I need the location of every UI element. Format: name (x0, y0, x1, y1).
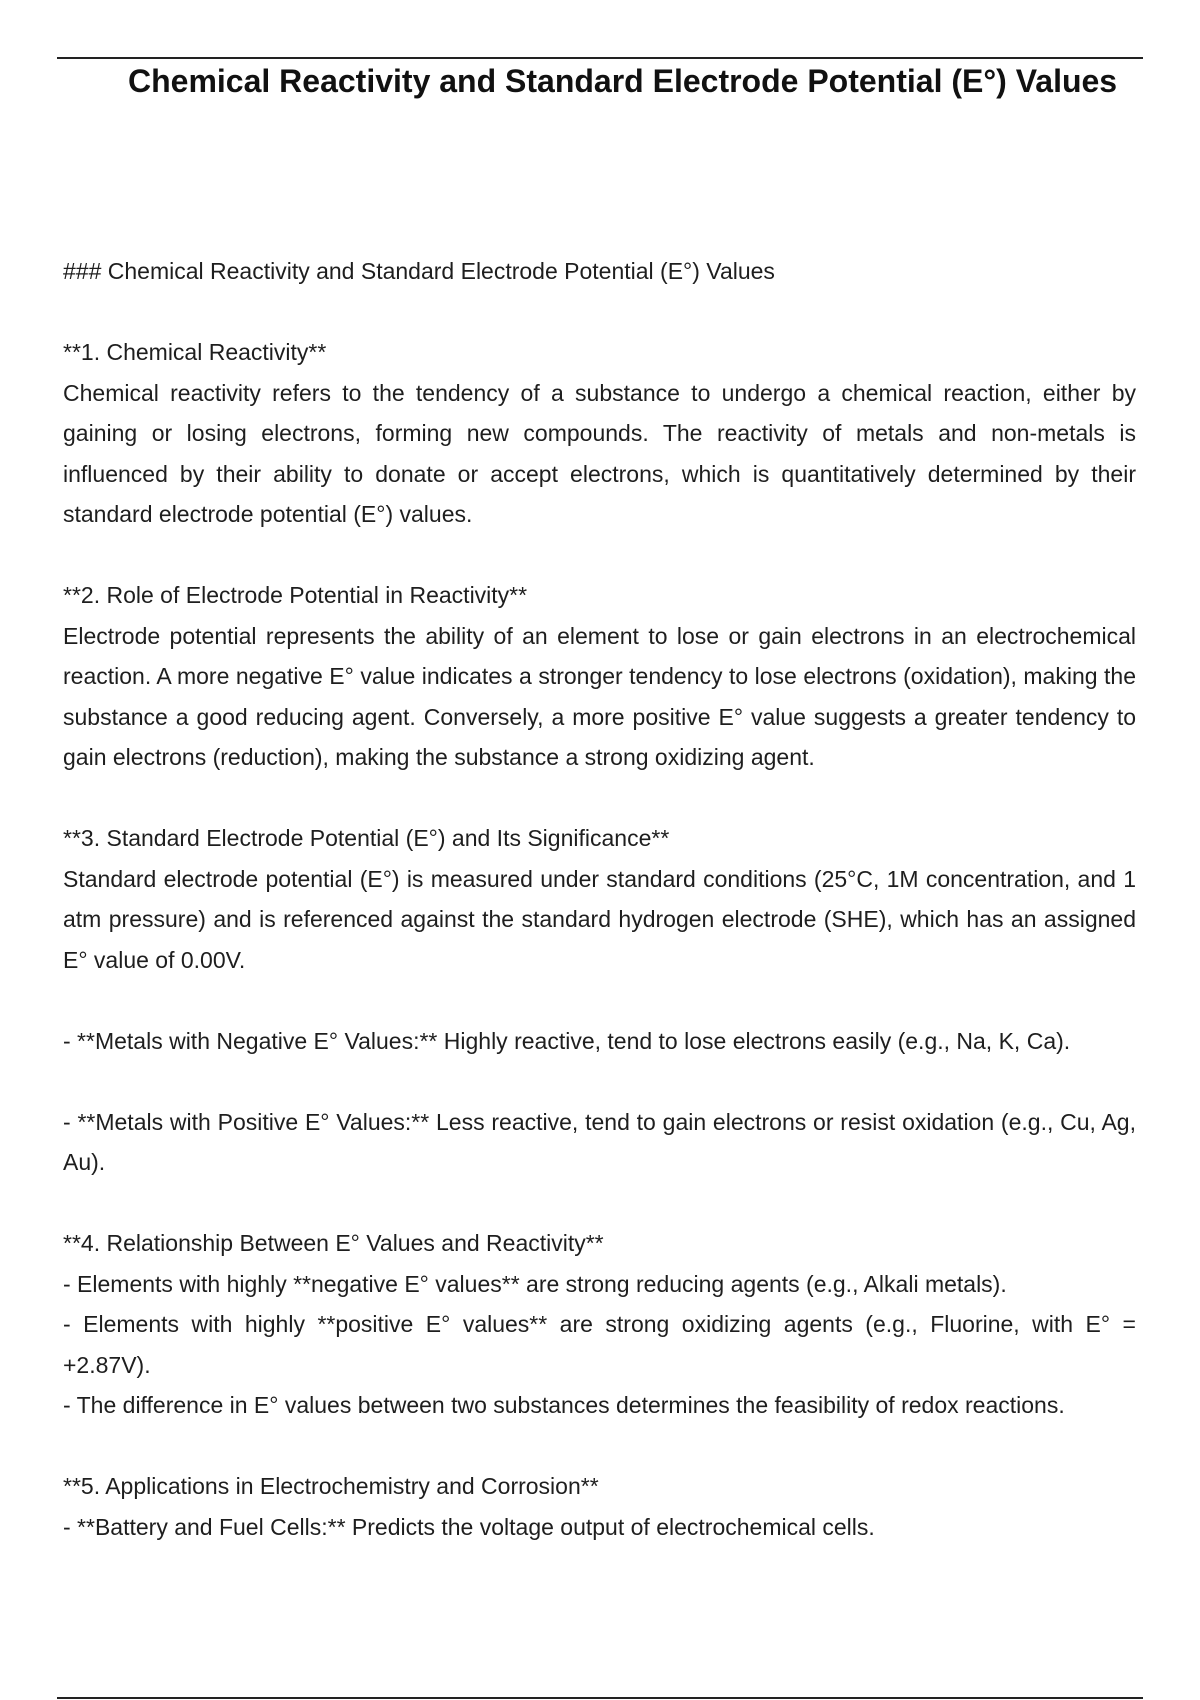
section-5-heading: **5. Applications in Electrochemistry and Corrosion** (63, 1473, 599, 1499)
section-5-bullet: - **Battery and Fuel Cells:** Predicts the voltage output of electrochemical cells. (63, 1513, 875, 1540)
section-2-heading: **2. Role of Electrode Potential in Reactivity** (63, 582, 528, 608)
top-rule (57, 57, 1143, 59)
section-1-body: Chemical reactivity refers to the tendency of a substance to undergo a chemical reaction, either by gaining or losing electrons, forming new compounds. The reactivity of metals and non-metals is influenced by their ability to donate or accept electrons, which is quantitatively determined by their standard electrode potential (E°) values. (63, 379, 1136, 527)
document-body (63, 251, 1136, 1547)
section-4-bullet: - Elements with highly **positive E° values** are strong oxidizing agents (e.g., Fluorine, with E° = +2.87V). (63, 1311, 1136, 1378)
markdown-heading: ### Chemical Reactivity and Standard Electrode Potential (E°) Values (63, 258, 775, 284)
document-title: Chemical Reactivity and Standard Electrode Potential (E°) Values (128, 63, 1118, 99)
section-2-body: Electrode potential represents the ability of an element to lose or gain electrons in an electrochemical reaction. A more negative E° value indicates a stronger tendency to lose electrons (oxidation), making the substance a good reducing agent. Conversely, a more positive E° value suggests a greater tendency to gain electrons (reduction), making the substance a strong oxidizing agent. (63, 622, 1136, 770)
section-3-bullet-negative: - **Metals with Negative E° Values:** Highly reactive, tend to lose electrons easily (e.g., Na, K, Ca). (63, 1027, 1071, 1054)
bottom-rule (57, 1697, 1143, 1699)
section-3-heading: **3. Standard Electrode Potential (E°) and Its Significance** (63, 825, 670, 851)
section-4-bullet: - Elements with highly **negative E° values** are strong reducing agents (e.g., Alkali metals). (63, 1270, 1007, 1297)
section-3-body: Standard electrode potential (E°) is measured under standard conditions (25°C, 1M concentration, and 1 atm pressure) and is referenced against the standard hydrogen electrode (SHE), which has an assigned E° value of 0.00V. (63, 865, 1136, 973)
section-1-heading: **1. Chemical Reactivity** (63, 339, 327, 365)
section-4-heading: **4. Relationship Between E° Values and Reactivity** (63, 1230, 604, 1256)
section-3-bullet-positive: - **Metals with Positive E° Values:** Less reactive, tend to gain electrons or resist oxidation (e.g., Cu, Ag, Au). (63, 1108, 1136, 1175)
section-4-bullet: - The difference in E° values between two substances determines the feasibility of redox reactions. (63, 1392, 1065, 1418)
